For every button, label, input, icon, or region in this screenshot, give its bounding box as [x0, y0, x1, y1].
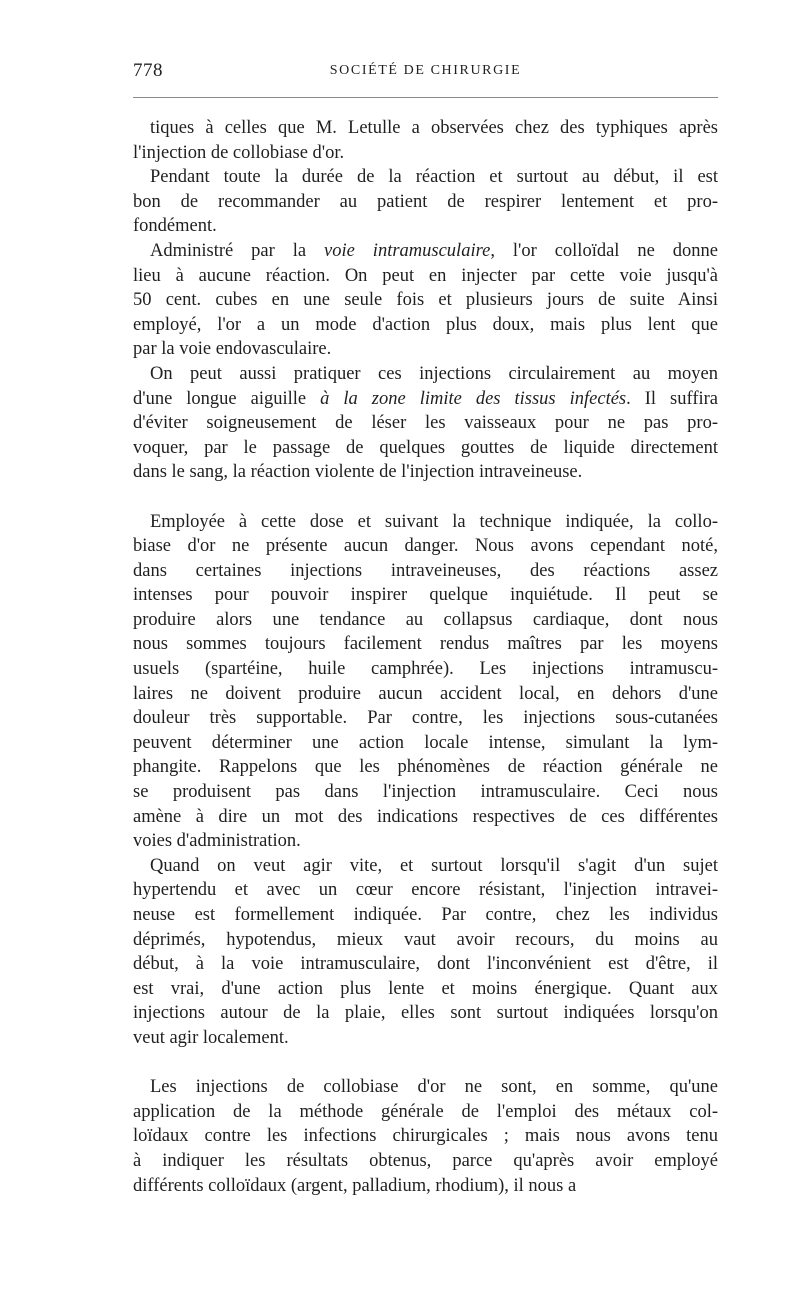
- italic-text: voie intramusculaire: [324, 240, 491, 261]
- text-segment: application de la méthode générale de l'emploi des métaux col-: [133, 1101, 718, 1122]
- text-segment: Quand on veut agir vite, et surtout lorsqu'il s'agit d'un sujet: [150, 855, 718, 876]
- paragraph: [133, 165, 718, 239]
- paragraph: [133, 510, 718, 854]
- text-line: [133, 264, 718, 289]
- header-rule: [133, 97, 718, 98]
- text-segment: à indiquer les résultats obtenus, parce qu'après avoir employé: [133, 1150, 718, 1171]
- text-segment: intenses pour pouvoir inspirer quelque inquiétude. Il peut se: [133, 585, 718, 606]
- running-title: SOCIÉTÉ DE CHIRURGIE: [329, 63, 522, 78]
- text-segment: , l'or colloïdal ne donne: [490, 240, 718, 261]
- text-segment: phangite. Rappelons que les phénomènes de réaction générale ne: [133, 757, 718, 778]
- text-segment: fondément.: [133, 216, 217, 237]
- text-line: [133, 632, 718, 657]
- text-line: [133, 313, 718, 338]
- text-segment: amène à dire un mot des indications respectives de ces différentes: [133, 806, 718, 827]
- text-line: [133, 878, 718, 903]
- text-segment: loïdaux contre les infections chirurgicales ; mais nous avons tenu: [133, 1126, 718, 1147]
- text-line: [133, 510, 718, 535]
- text-line: [133, 755, 718, 780]
- text-segment: biase d'or ne présente aucun danger. Nous avons cependant noté,: [133, 536, 718, 557]
- text-line: [133, 731, 718, 756]
- text-line: [133, 165, 718, 190]
- text-line: [133, 1100, 718, 1125]
- text-segment: déprimés, hypotendus, mieux vaut avoir recours, du moins au: [133, 929, 718, 950]
- text-segment: laires ne doivent produire aucun accident local, en dehors d'une: [133, 683, 718, 704]
- text-segment: hypertendu et avec un cœur encore résistant, l'injection intravei-: [133, 880, 718, 901]
- paragraph: [133, 854, 718, 1051]
- text-line: [133, 190, 718, 215]
- text-line: [133, 534, 718, 559]
- text-line: [133, 1075, 718, 1100]
- text-segment: Les injections de collobiase d'or ne sont, en somme, qu'une: [150, 1077, 718, 1098]
- text-segment: nous sommes toujours facilement rendus maîtres par les moyens: [133, 634, 718, 655]
- text-line: [133, 977, 718, 1002]
- italic-text: à la zone limite des tissus infectés: [320, 388, 627, 409]
- text-segment: veut agir localement.: [133, 1027, 289, 1048]
- text-line: [133, 1001, 718, 1026]
- text-segment: se produisent pas dans l'injection intramusculaire. Ceci nous: [133, 782, 718, 803]
- paragraph: [133, 1075, 718, 1198]
- text-line: [133, 337, 718, 362]
- text-line: [133, 583, 718, 608]
- text-line: [133, 387, 718, 412]
- text-segment: tiques à celles que M. Letulle a observées chez des typhiques après: [150, 118, 718, 138]
- text-segment: voies d'administration.: [133, 831, 301, 852]
- text-segment: d'éviter soigneusement de léser les vaisseaux pour ne pas pro-: [133, 413, 718, 434]
- page-number: 778: [133, 60, 163, 81]
- text-segment: produire alors une tendance au collapsus cardiaque, dont nous: [133, 609, 718, 630]
- body-text: [133, 116, 718, 1198]
- text-line: [133, 460, 718, 485]
- text-segment: dans le sang, la réaction violente de l'injection intraveineuse.: [133, 462, 583, 483]
- text-line: [133, 682, 718, 707]
- text-line: [133, 805, 718, 830]
- text-segment: l'injection de collobiase d'or.: [133, 142, 345, 163]
- text-line: [133, 1026, 718, 1051]
- text-line: [133, 829, 718, 854]
- text-line: [133, 239, 718, 264]
- text-segment: douleur très supportable. Par contre, les injections sous-cutanées: [133, 708, 718, 729]
- text-segment: d'une longue aiguille: [133, 388, 321, 409]
- text-segment: bon de recommander au patient de respirer lentement et pro-: [133, 191, 718, 212]
- text-segment: peuvent déterminer une action locale intense, simulant la lym-: [133, 732, 718, 753]
- text-line: [133, 854, 718, 879]
- text-line: [133, 141, 718, 166]
- page-header: [133, 56, 718, 84]
- text-line: [133, 288, 718, 313]
- text-segment: neuse est formellement indiquée. Par contre, chez les individus: [133, 905, 718, 925]
- text-segment: employé, l'or a un mode d'action plus doux, mais plus lent que: [133, 314, 718, 335]
- text-segment: Administré par la: [150, 240, 325, 261]
- paragraph: [133, 116, 718, 165]
- text-segment: différents colloïdaux (argent, palladium, rhodium), il nous a: [133, 1175, 577, 1196]
- text-line: [133, 436, 718, 461]
- text-segment: par la voie endovasculaire.: [133, 339, 332, 360]
- text-line: [133, 559, 718, 584]
- text-line: [133, 1174, 718, 1199]
- text-line: [133, 780, 718, 805]
- paragraph-gap: [133, 485, 718, 510]
- paragraph: [133, 362, 718, 485]
- text-segment: Employée à cette dose et suivant la technique indiquée, la collo-: [150, 511, 718, 532]
- text-line: [133, 116, 718, 141]
- text-line: [133, 362, 718, 387]
- text-segment: début, à la voie intramusculaire, dont l'inconvénient est d'être, il: [133, 954, 718, 975]
- text-segment: 50 cent. cubes en une seule fois et plusieurs jours de suite Ainsi: [133, 290, 718, 311]
- text-segment: est vrai, d'une action plus lente et moins énergique. Quant aux: [133, 978, 718, 999]
- text-line: [133, 411, 718, 436]
- text-line: [133, 1149, 718, 1174]
- text-segment: lieu à aucune réaction. On peut en injecter par cette voie jusqu'à: [133, 265, 718, 286]
- text-segment: dans certaines injections intraveineuses, des réactions assez: [133, 560, 718, 581]
- paragraph-gap: [133, 1051, 718, 1076]
- text-line: [133, 657, 718, 682]
- text-segment: usuels (spartéine, huile camphrée). Les injections intramuscu-: [133, 659, 718, 680]
- text-segment: injections autour de la plaie, elles sont surtout indiquées lorsqu'on: [133, 1003, 718, 1024]
- text-segment: voquer, par le passage de quelques gouttes de liquide directement: [133, 437, 718, 458]
- text-line: [133, 928, 718, 953]
- text-line: [133, 608, 718, 633]
- text-line: [133, 952, 718, 977]
- text-line: [133, 903, 718, 928]
- text-line: [133, 1124, 718, 1149]
- text-segment: Pendant toute la durée de la réaction et surtout au début, il est: [150, 167, 718, 188]
- text-line: [133, 214, 718, 239]
- text-line: [133, 706, 718, 731]
- text-segment: . Il suffira: [626, 388, 718, 409]
- paragraph: [133, 239, 718, 362]
- text-segment: On peut aussi pratiquer ces injections circulairement au moyen: [150, 363, 718, 384]
